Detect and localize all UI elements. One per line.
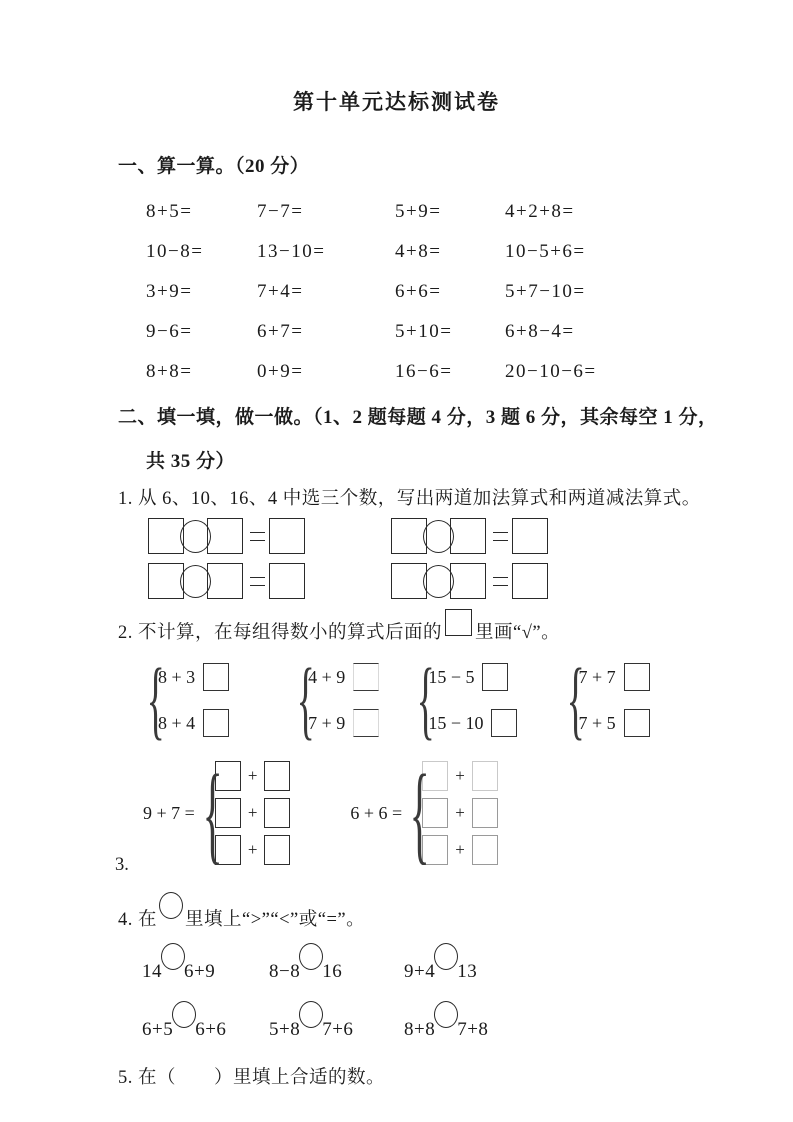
expression: 7 + 9 xyxy=(308,712,346,733)
q2-text-before: 2. 不计算，在每组得数小的算式后面的 xyxy=(118,623,443,643)
q2-expression-row xyxy=(158,706,229,740)
arithmetic-problem: 5+10= xyxy=(395,321,453,342)
expression-left: 5+8 xyxy=(269,1019,301,1040)
answer-box xyxy=(264,798,290,828)
q2-group-column xyxy=(428,660,517,740)
compare-circle xyxy=(434,1001,458,1028)
left-brace: { xyxy=(296,650,315,749)
q2-expression-row xyxy=(308,706,379,740)
arithmetic-problem: 5+7−10= xyxy=(505,281,586,302)
arithmetic-grid xyxy=(118,192,723,392)
answer-box xyxy=(472,835,498,865)
answer-box xyxy=(624,663,650,691)
arithmetic-problem: 9−6= xyxy=(146,321,193,342)
expression-right: 7+8 xyxy=(457,1019,489,1040)
arithmetic-problem: 0+9= xyxy=(257,361,304,382)
expression-right: 16 xyxy=(322,961,343,982)
plus-sign: + xyxy=(455,803,465,822)
answer-box xyxy=(148,518,184,554)
answer-box xyxy=(203,663,229,691)
compare-circle xyxy=(299,1001,323,1028)
q3-sum-row xyxy=(215,835,291,865)
arithmetic-problem: 10−8= xyxy=(146,241,204,262)
expression-left: 8−8 xyxy=(269,961,301,982)
arithmetic-problem: 16−6= xyxy=(395,361,453,382)
question2-text xyxy=(118,609,723,648)
answer-box xyxy=(264,835,290,865)
q1-equation-row xyxy=(148,518,305,554)
expression-left: 9+4 xyxy=(404,961,436,982)
answer-box xyxy=(472,798,498,828)
q3-sum-row xyxy=(215,798,291,828)
q2-comparison-group xyxy=(293,650,379,749)
answer-box xyxy=(512,563,548,599)
compare-circle xyxy=(172,1001,196,1028)
expression: 4 + 9 xyxy=(308,666,346,687)
q3-sum-row xyxy=(422,798,498,828)
plus-sign: + xyxy=(455,840,465,859)
q2-comparison-group xyxy=(563,650,649,749)
section2-heading-line2: 共 35 分） xyxy=(146,451,236,472)
answer-box xyxy=(482,663,508,691)
q1-equation-row xyxy=(391,563,548,599)
question4-grid xyxy=(118,943,723,1045)
answer-box xyxy=(207,563,243,599)
answer-box xyxy=(472,761,498,791)
compare-circle xyxy=(161,943,185,970)
answer-box xyxy=(353,663,379,691)
answer-box xyxy=(445,609,472,636)
question3-number: 3. xyxy=(115,855,129,875)
expression: 15 − 5 xyxy=(428,666,475,687)
equals-sign xyxy=(493,577,508,586)
q2-group-column xyxy=(578,660,649,740)
compare-circle xyxy=(159,892,183,919)
arithmetic-problem: 4+8= xyxy=(395,241,442,262)
q1-equation-row xyxy=(391,518,548,554)
expression: 8 + 4 xyxy=(158,712,196,733)
answer-box xyxy=(203,709,229,737)
answer-box xyxy=(450,563,486,599)
expression: 9 + 7 = xyxy=(143,802,195,823)
answer-box xyxy=(450,518,486,554)
arithmetic-problem: 20−10−6= xyxy=(505,361,597,382)
expression-left: 8+8 xyxy=(404,1019,436,1040)
arithmetic-problem: 7+4= xyxy=(257,281,304,302)
q2-group-column xyxy=(308,660,379,740)
q2-expression-row xyxy=(428,706,517,740)
left-brace: { xyxy=(146,650,165,749)
q2-expression-row xyxy=(578,706,649,740)
question5-text: 5. 在（ ）里填上合适的数。 xyxy=(118,1068,386,1088)
expression: 15 − 10 xyxy=(428,712,484,733)
answer-box xyxy=(269,563,305,599)
q3-group-column xyxy=(422,761,498,865)
comparison-item xyxy=(142,1001,269,1045)
q3-sum-row xyxy=(422,835,498,865)
expression-left: 14 xyxy=(142,961,162,982)
answer-box xyxy=(207,518,243,554)
answer-box xyxy=(391,563,427,599)
comparison-item xyxy=(269,943,404,987)
arithmetic-problem: 5+9= xyxy=(395,201,442,222)
q2-comparison-group xyxy=(413,650,517,749)
question1-text: 1. 从 6、10、16、4 中选三个数，写出两道加法算式和两道减法算式。 xyxy=(118,489,701,509)
arithmetic-problem: 10−5+6= xyxy=(505,241,586,262)
q1-equation-group-left xyxy=(148,518,305,599)
answer-box xyxy=(624,709,650,737)
q3-group-column xyxy=(215,761,291,865)
left-brace: { xyxy=(202,752,223,874)
question2-groups xyxy=(118,650,723,749)
expression-right: 6+9 xyxy=(184,961,216,982)
arithmetic-problem: 7−7= xyxy=(257,201,304,222)
q2-text-after: 里画“√”。 xyxy=(475,623,561,643)
plus-sign: + xyxy=(247,766,258,785)
arithmetic-problem: 3+9= xyxy=(146,281,193,302)
q3-decompose-group xyxy=(143,752,290,874)
q1-equation-group-right xyxy=(391,518,548,599)
arithmetic-problem: 8+5= xyxy=(146,201,193,222)
q3-sum-row xyxy=(215,761,291,791)
expression-right: 6+6 xyxy=(195,1019,227,1040)
answer-box xyxy=(491,709,517,737)
expression-right: 13 xyxy=(457,961,478,982)
section2-heading-line1: 二、填一填，做一做。（1、2 题每题 4 分，3 题 6 分，其余每空 1 分， xyxy=(118,407,718,428)
comparison-item xyxy=(142,943,269,987)
answer-box xyxy=(512,518,548,554)
expression: 6 + 6 = xyxy=(350,802,403,823)
question4-text xyxy=(118,892,723,935)
answer-box xyxy=(148,563,184,599)
arithmetic-problem: 6+7= xyxy=(257,321,304,342)
q3-decompose-group xyxy=(350,752,497,874)
arithmetic-problem: 8+8= xyxy=(146,361,193,382)
compare-circle xyxy=(299,943,323,970)
expression: 8 + 3 xyxy=(158,666,196,687)
plus-sign: + xyxy=(455,766,465,785)
equals-sign xyxy=(493,532,508,541)
answer-box xyxy=(353,709,379,737)
q2-expression-row xyxy=(308,660,379,694)
q3-sum-row xyxy=(422,761,498,791)
q2-expression-row xyxy=(158,660,229,694)
q2-expression-row xyxy=(578,660,649,694)
arithmetic-problem: 4+2+8= xyxy=(505,201,575,222)
compare-circle xyxy=(434,943,458,970)
q1-equation-row xyxy=(148,563,305,599)
expression-right: 7+6 xyxy=(322,1019,354,1040)
expression: 7 + 5 xyxy=(578,712,616,733)
q4-text-after: 里填上“>”“<”或“=”。 xyxy=(185,910,366,930)
question1-diagram xyxy=(118,518,723,599)
expression-left: 6+5 xyxy=(142,1019,174,1040)
left-brace: { xyxy=(409,752,430,874)
section2-heading xyxy=(118,396,723,484)
equals-sign xyxy=(250,532,265,541)
answer-box xyxy=(391,518,427,554)
section1-heading: 一、算一算。（20 分） xyxy=(118,156,310,177)
left-brace: { xyxy=(567,650,586,749)
plus-sign: + xyxy=(247,840,258,859)
left-brace: { xyxy=(416,650,436,749)
q2-comparison-group xyxy=(143,650,229,749)
q2-group-column xyxy=(158,660,229,740)
comparison-item xyxy=(404,943,723,987)
plus-sign: + xyxy=(247,803,258,822)
question3-diagram xyxy=(115,752,723,875)
equals-sign xyxy=(250,577,265,586)
comparison-item xyxy=(404,1001,723,1045)
arithmetic-problem: 13−10= xyxy=(257,241,326,262)
q4-text-before: 4. 在 xyxy=(118,910,158,930)
arithmetic-problem: 6+8−4= xyxy=(505,321,575,342)
expression: 7 + 7 xyxy=(578,666,616,687)
q2-expression-row xyxy=(428,660,517,694)
arithmetic-problem: 6+6= xyxy=(395,281,442,302)
comparison-item xyxy=(269,1001,404,1045)
answer-box xyxy=(264,761,290,791)
answer-box xyxy=(269,518,305,554)
page-title: 第十单元达标测试卷 xyxy=(293,90,500,114)
